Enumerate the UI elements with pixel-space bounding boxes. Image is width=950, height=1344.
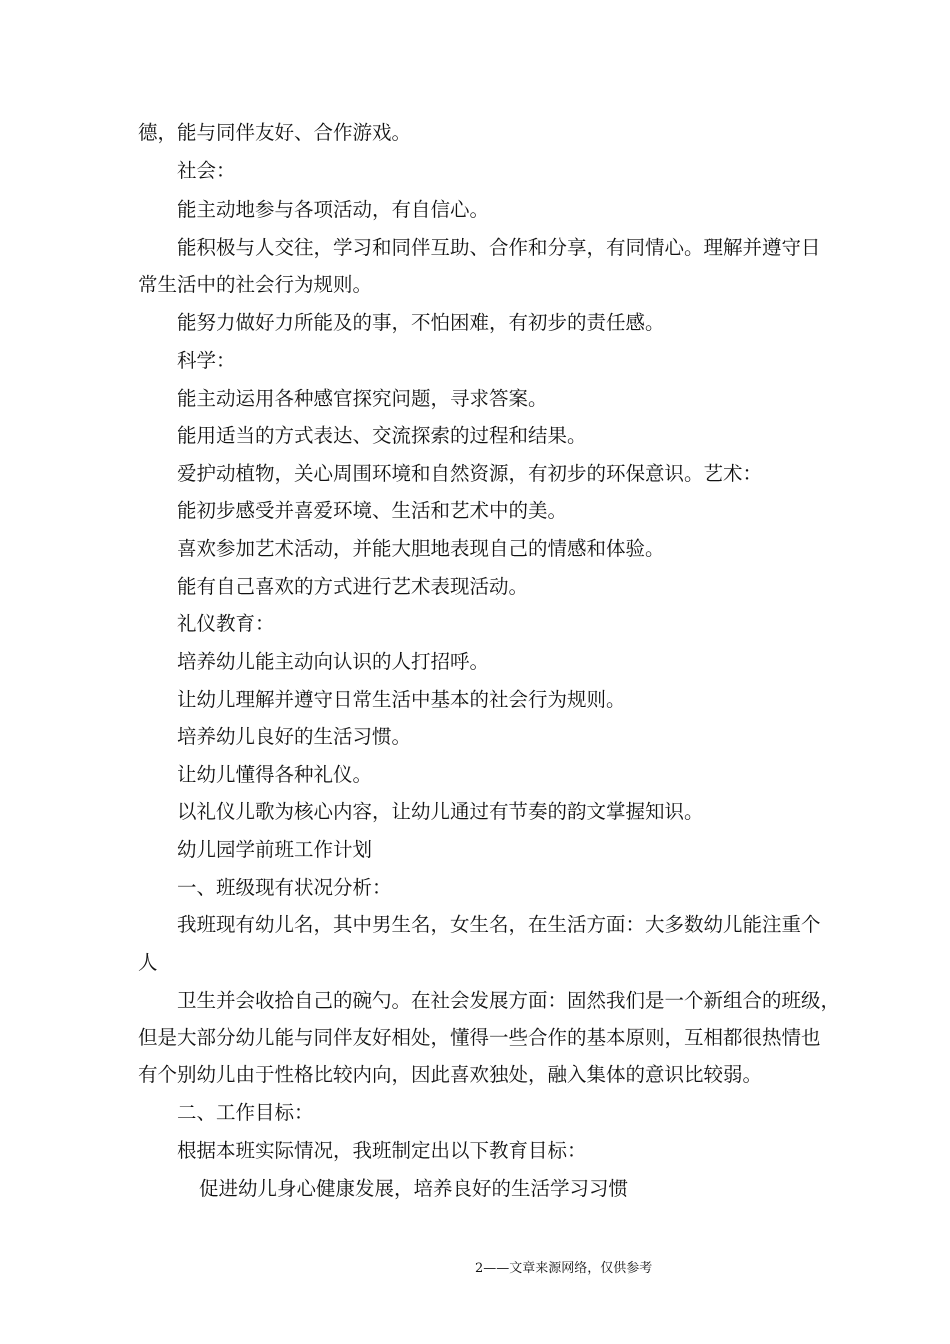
text-line: 能主动地参与各项活动，有自信心。 bbox=[177, 198, 490, 221]
text-line: 能努力做好力所能及的事，不怕困难，有初步的责任感。 bbox=[177, 311, 665, 334]
text-line: 根据本班实际情况，我班制定出以下教育目标： bbox=[177, 1139, 587, 1162]
text-line: 培养幼儿良好的生活习惯。 bbox=[177, 725, 412, 748]
text-line: 有个别幼儿由于性格比较内向，因此喜欢独处，融入集体的意识比较弱。 bbox=[138, 1063, 763, 1086]
text-line: 能主动运用各种感官探究问题，寻求答案。 bbox=[177, 387, 548, 410]
text-line: 喜欢参加艺术活动，并能大胆地表现自己的情感和体验。 bbox=[177, 537, 665, 560]
text-line: 促进幼儿身心健康发展，培养良好的生活学习习惯 bbox=[199, 1177, 629, 1200]
text-line: 能用适当的方式表达、交流探索的过程和结果。 bbox=[177, 424, 587, 447]
document-subtitle: 幼儿园学前班工作计划 bbox=[177, 838, 373, 861]
text-line: 以礼仪儿歌为核心内容，让幼儿通过有节奏的韵文掌握知识。 bbox=[177, 800, 704, 823]
section-heading: 一、班级现有状况分析： bbox=[177, 876, 392, 899]
text-line: 能有自己喜欢的方式进行艺术表现活动。 bbox=[177, 575, 529, 598]
section-heading: 科学： bbox=[177, 349, 236, 372]
text-line: 常生活中的社会行为规则。 bbox=[138, 273, 373, 296]
text-line: 让幼儿理解并遵守日常生活中基本的社会行为规则。 bbox=[177, 688, 626, 711]
section-heading: 二、工作目标： bbox=[177, 1101, 314, 1124]
text-line: 让幼儿懂得各种礼仪。 bbox=[177, 763, 373, 786]
section-heading: 礼仪教育： bbox=[177, 612, 275, 635]
text-line: 培养幼儿能主动向认识的人打招呼。 bbox=[177, 650, 490, 673]
text-line: 但是大部分幼儿能与同伴友好相处，懂得一些合作的基本原则，互相都很热情也 bbox=[138, 1026, 821, 1049]
page-footer: 2——文章来源网络，仅供参考 bbox=[475, 1261, 653, 1276]
section-heading: 社会： bbox=[177, 159, 236, 182]
text-line: 德，能与同伴友好、合作游戏。 bbox=[138, 121, 412, 144]
text-line: 能初步感受并喜爱环境、生活和艺术中的美。 bbox=[177, 499, 568, 522]
text-line: 能积极与人交往，学习和同伴互助、合作和分享，有同情心。理解并遵守日 bbox=[177, 236, 821, 259]
text-line: 人 bbox=[138, 951, 158, 974]
text-line: 我班现有幼儿名，其中男生名，女生名，在生活方面：大多数幼儿能注重个 bbox=[177, 913, 821, 936]
text-line: 卫生并会收拾自己的碗勺。在社会发展方面：固然我们是一个新组合的班级， bbox=[177, 989, 841, 1012]
text-line: 爱护动植物，关心周围环境和自然资源，有初步的环保意识。艺术： bbox=[177, 462, 763, 485]
